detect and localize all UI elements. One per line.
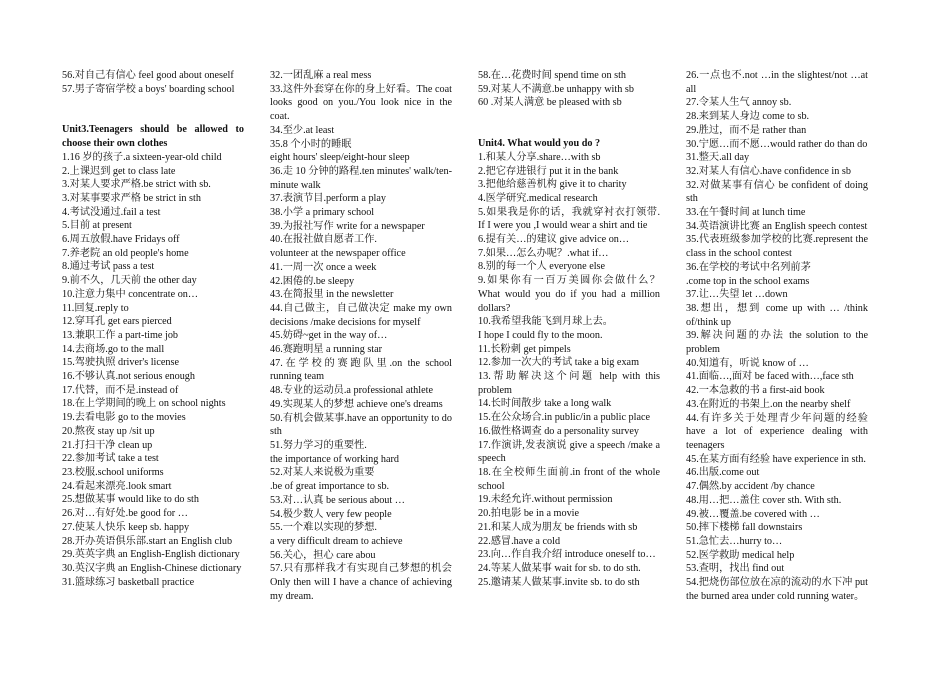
vocab-entry: 37.表演节目.perform a play — [270, 193, 386, 205]
unit-heading: Unit3.Teenagers should be allowed to choose their own clothes — [62, 124, 244, 150]
vocab-entry: 49.被…覆盖.be covered with … — [686, 508, 820, 520]
vocab-entry: 4.考试没通过.fail a test — [62, 206, 161, 218]
vocab-entry: 32.一团乱麻 a real mess — [270, 70, 372, 81]
vocab-entry: 7.如果…怎么办呢？.what if… — [478, 247, 609, 259]
vocab-entry: a very difficult dream to achieve — [270, 535, 403, 547]
vocab-entry: 5.目前 at present — [62, 220, 132, 232]
vocab-entry: 18.在全校师生面前.in front of the whole school — [478, 466, 660, 492]
vocab-entry: 48.专业的运动员.a professional athlete — [270, 385, 433, 397]
vocab-entry: 34.至少.at least — [270, 124, 335, 136]
vocab-entry: 13.兼职工作 a part-time job — [62, 329, 179, 341]
vocab-entry: 16.做性格调查 do a personality survey — [478, 425, 639, 437]
vocab-entry: 33.这件外套穿在你的身上好看。The coat looks good on you./You look nice in the coat. — [270, 83, 452, 123]
vocab-entry: 36.在学校的考试中名列前茅 — [686, 261, 811, 273]
vocab-entry: 21.和某人成为朋友 be friends with sb — [478, 521, 638, 533]
vocab-entry: 7.养老院 an old people's home — [62, 247, 189, 259]
column-1 — [62, 69, 244, 589]
vocab-entry: 8.通过考试 pass a test — [62, 261, 155, 273]
vocab-entry: 13.帮助解决这个问题 help with this problem — [478, 371, 660, 396]
vocab-entry: 38.想出，想到 come up with … /think of/think up — [686, 302, 868, 328]
vocab-entry: 53.对…认真 be serious about … — [270, 494, 405, 506]
vocab-entry: 22.参加考试 take a test — [62, 453, 159, 465]
vocab-entry: 28.来到某人身边 come to sb. — [686, 111, 810, 123]
vocab-entry: 51.急忙去…hurry to… — [686, 535, 783, 547]
vocab-entry: 35.代表班级参加学校的比赛.represent the class in the school contest — [686, 234, 868, 260]
vocab-entry: 26.对…有好处.be good for … — [62, 508, 188, 520]
vocab-entry: 3.对某事要求严格 be strict in sth — [62, 192, 201, 204]
vocab-entry: 25.邀请某人做某事.invite sb. to do sth — [478, 576, 640, 588]
vocab-entry: 52.医学救助 medical help — [686, 549, 795, 561]
unit-heading: Unit4. What would you do ? — [478, 138, 601, 150]
vocab-entry: 6.周五放假.have Fridays off — [62, 234, 180, 246]
vocab-entry: 11.回复.reply to — [62, 302, 129, 314]
vocab-entry: 29.英英字典 an English-English dictionary — [62, 549, 240, 561]
vocab-entry: 14.长时间散步 take a long walk — [478, 398, 612, 410]
vocab-entry: 9.前不久，几天前 the other day — [62, 275, 197, 287]
vocab-entry: 54.极少数人 very few people — [270, 508, 392, 520]
vocab-entry: 25.想做某事 would like to do sth — [62, 494, 199, 506]
vocab-entry: 59.对某人不满意.be unhappy with sb — [478, 83, 634, 95]
vocab-entry: 32.对某人有信心.have confidence in sb — [686, 165, 851, 177]
vocab-entry: 18.在上学期间的晚上 on school nights — [62, 398, 226, 410]
vocab-entry: 15.驾驶执照 driver's license — [62, 357, 179, 369]
vocab-entry: 50.摔下楼梯 fall downstairs — [686, 522, 803, 534]
vocab-entry: 23.向…作自我介绍 introduce oneself to… — [478, 549, 656, 561]
vocab-entry: 24.等某人做某事 wait for sb. to do sth. — [478, 562, 641, 574]
vocab-entry: volunteer at the newspaper office — [270, 248, 406, 260]
vocab-entry: 9.如果你有一百万美圆你会做什么？ What would you do if you had a million dollars? — [478, 275, 660, 314]
vocab-entry: 1.16 岁的孩子.a sixteen-year-old child — [62, 151, 222, 163]
vocab-entry: 19.未经允许.without permission — [478, 494, 613, 506]
vocab-entry: 49.实现某人的梦想 achieve one's dreams — [270, 398, 443, 410]
vocab-entry: 39.解决问题的办法 the solution to the problem — [686, 330, 868, 356]
vocab-entry: 10.我希望我能飞到月球上去。 — [478, 316, 613, 328]
vocab-entry: 35.8 个小时的睡眠 — [270, 138, 352, 150]
vocab-entry: 51.努力学习的重要性. — [270, 439, 367, 451]
vocab-entry: 17.作演讲,发表演说 give a speech /make a speech — [478, 439, 660, 465]
vocab-entry: 23.校服.school uniforms — [62, 466, 164, 478]
vocab-entry: 14.去商场.go to the mall — [62, 343, 165, 355]
vocab-entry: 57.男子寄宿学校 a boys' boarding school — [62, 83, 235, 95]
vocab-entry: 32.对做某事有信心 be confident of doing sth — [686, 179, 868, 205]
vocab-entry: 30.宁愿…而不愿…would rather do than do — [686, 138, 868, 150]
vocab-entry: .come top in the school exams — [686, 275, 810, 287]
vocab-entry: 15.在公众场合.in public/in a public place — [478, 412, 651, 424]
vocab-entry: 45.在某方面有经验 have experience in sth. — [686, 453, 866, 465]
vocab-entry: 3.把他给慈善机构 give it to charity — [478, 179, 627, 191]
vocab-entry: 37.让…失望 let …down — [686, 289, 788, 301]
vocab-entry: 57.只有那样我才有实现自己梦想的机会 Only then will I have a chance of achieving my dream. — [270, 563, 452, 602]
vocab-entry: 33.在午餐时间 at lunch time — [686, 207, 806, 219]
section-gap — [478, 110, 660, 137]
column-2 — [270, 69, 452, 603]
vocab-entry: 47.在学校的赛跑队里.on the school running team — [270, 357, 452, 383]
vocab-entry: 10.注意力集中 concentrate on… — [62, 288, 199, 300]
vocab-entry: 40.在报社做自愿者工作. — [270, 234, 377, 246]
vocab-entry: 47.偶然.by accident /by chance — [686, 481, 815, 493]
vocab-entry: 42.困倦的.be sleepy — [270, 275, 355, 287]
vocab-entry: 5.如果我是你的话，我就穿衬衣打领带. If I were you ,I would wear a shirt and tie — [478, 206, 660, 232]
vocab-entry: 38.小学 a primary school — [270, 207, 375, 219]
vocab-entry: 39.为报社写作 write for a newspaper — [270, 220, 425, 232]
vocab-entry: 28.开办英语俱乐部.start an English club — [62, 535, 233, 547]
column-4 — [686, 69, 868, 603]
vocab-entry: 46.出版.come out — [686, 467, 760, 479]
vocab-entry: 20.拍电影 be in a movie — [478, 508, 580, 520]
vocab-entry: 58.在…花费时间 spend time on sth — [478, 70, 626, 81]
vocab-entry: 27.令某人生气 annoy sb. — [686, 97, 792, 109]
vocab-entry: 41.面临…,面对 be faced with…,face sth — [686, 371, 854, 383]
vocab-entry: 48.用…把…盖住 cover sth. With sth. — [686, 494, 842, 506]
vocab-entry: 43.在附近的书架上.on the nearby shelf — [686, 398, 851, 410]
vocab-entry: 45.妨碍~get in the way of… — [270, 330, 388, 342]
vocab-entry: 36.走 10 分钟的路程.ten minutes' walk/ten-minute walk — [270, 165, 452, 191]
vocab-entry: 2.把它存进银行 put it in the bank — [478, 165, 619, 177]
vocab-entry: 50.有机会做某事.have an opportunity to do sth — [270, 412, 452, 438]
vocab-entry: 53.查明，找出 find out — [686, 563, 785, 575]
vocab-entry: 26.一点也不.not …in the slightest/not …at all — [686, 70, 868, 95]
section-gap — [62, 96, 244, 123]
vocab-entry: eight hours' sleep/eight-hour sleep — [270, 152, 410, 164]
vocab-entry: 16.不够认真.not serious enough — [62, 371, 195, 383]
vocab-entry: 21.打扫干净 clean up — [62, 439, 153, 451]
vocab-entry: 2.上课迟到 get to class late — [62, 165, 176, 177]
vocab-entry: 31.整天.all day — [686, 152, 750, 164]
vocab-entry: 34.英语演讲比赛 an English speech contest — [686, 220, 868, 232]
vocab-entry: 4.医学研究.medical research — [478, 192, 598, 204]
vocab-entry: 1.和某人分享.share…with sb — [478, 151, 601, 163]
vocab-entry: 3.对某人要求严格.be strict with sb. — [62, 179, 211, 191]
vocab-entry: 46.赛跑明星 a running star — [270, 344, 383, 356]
vocab-entry: 22.感冒.have a cold — [478, 535, 561, 547]
vocab-entry: 24.看起来漂亮.look smart — [62, 480, 172, 492]
vocab-entry: 56.对自己有信心 feel good about oneself — [62, 70, 234, 81]
vocab-entry: 60 .对某人满意 be pleased with sb — [478, 97, 622, 109]
vocab-entry: 12.穿耳孔 get ears pierced — [62, 316, 172, 328]
vocab-entry: 8.别的每一个人 everyone else — [478, 261, 606, 273]
vocab-entry: 56.关心，担心 care abou — [270, 549, 376, 561]
vocab-entry: 12.参加一次大的考试 take a big exam — [478, 357, 639, 369]
vocab-entry: 42.一本急救的书 a first-aid book — [686, 385, 825, 397]
vocab-entry: 31.篮球练习 basketball practice — [62, 576, 195, 588]
vocab-entry: 19.去看电影 go to the movies — [62, 412, 186, 424]
vocab-entry: 29.胜过，而不是 rather than — [686, 124, 807, 136]
vocab-entry: 54.把烧伤部位放在凉的流动的水下冲 put the burned area under cold running water。 — [686, 577, 868, 602]
vocab-entry: 11.长粉刺 get pimpels — [478, 343, 571, 355]
vocab-entry: 44.自己做主，自己做决定 make my own decisions /make decisions for myself — [270, 302, 452, 328]
vocab-entry: 27.使某人快乐 keep sb. happy — [62, 521, 190, 533]
vocab-entry: 6.提有关…的建议 give advice on… — [478, 234, 630, 246]
vocab-entry: 30.英汉字典 an English-Chinese dictionary — [62, 562, 242, 574]
vocab-entry: 40.知道有，听说 know of … — [686, 357, 809, 369]
vocab-entry: 52.对某人来说极为重要 — [270, 467, 375, 479]
vocab-entry: I hope I could fly to the moon. — [478, 329, 603, 341]
vocab-entry: 41.一周一次 once a week — [270, 261, 377, 273]
vocab-entry: .be of great importance to sb. — [270, 481, 390, 493]
vocab-entry: 43.在简报里 in the newsletter — [270, 289, 394, 301]
vocab-entry: 20.熬夜 stay up /sit up — [62, 425, 155, 437]
vocab-entry: the importance of working hard — [270, 453, 400, 465]
vocab-entry: 44.有许多关于处理青少年问题的经验 have a lot of experience dealing with teenagers — [686, 412, 868, 451]
vocab-entry: 55.一个难以实现的梦想. — [270, 522, 377, 534]
vocab-entry: 17.代替，而不是.instead of — [62, 384, 179, 396]
column-3 — [478, 69, 660, 589]
